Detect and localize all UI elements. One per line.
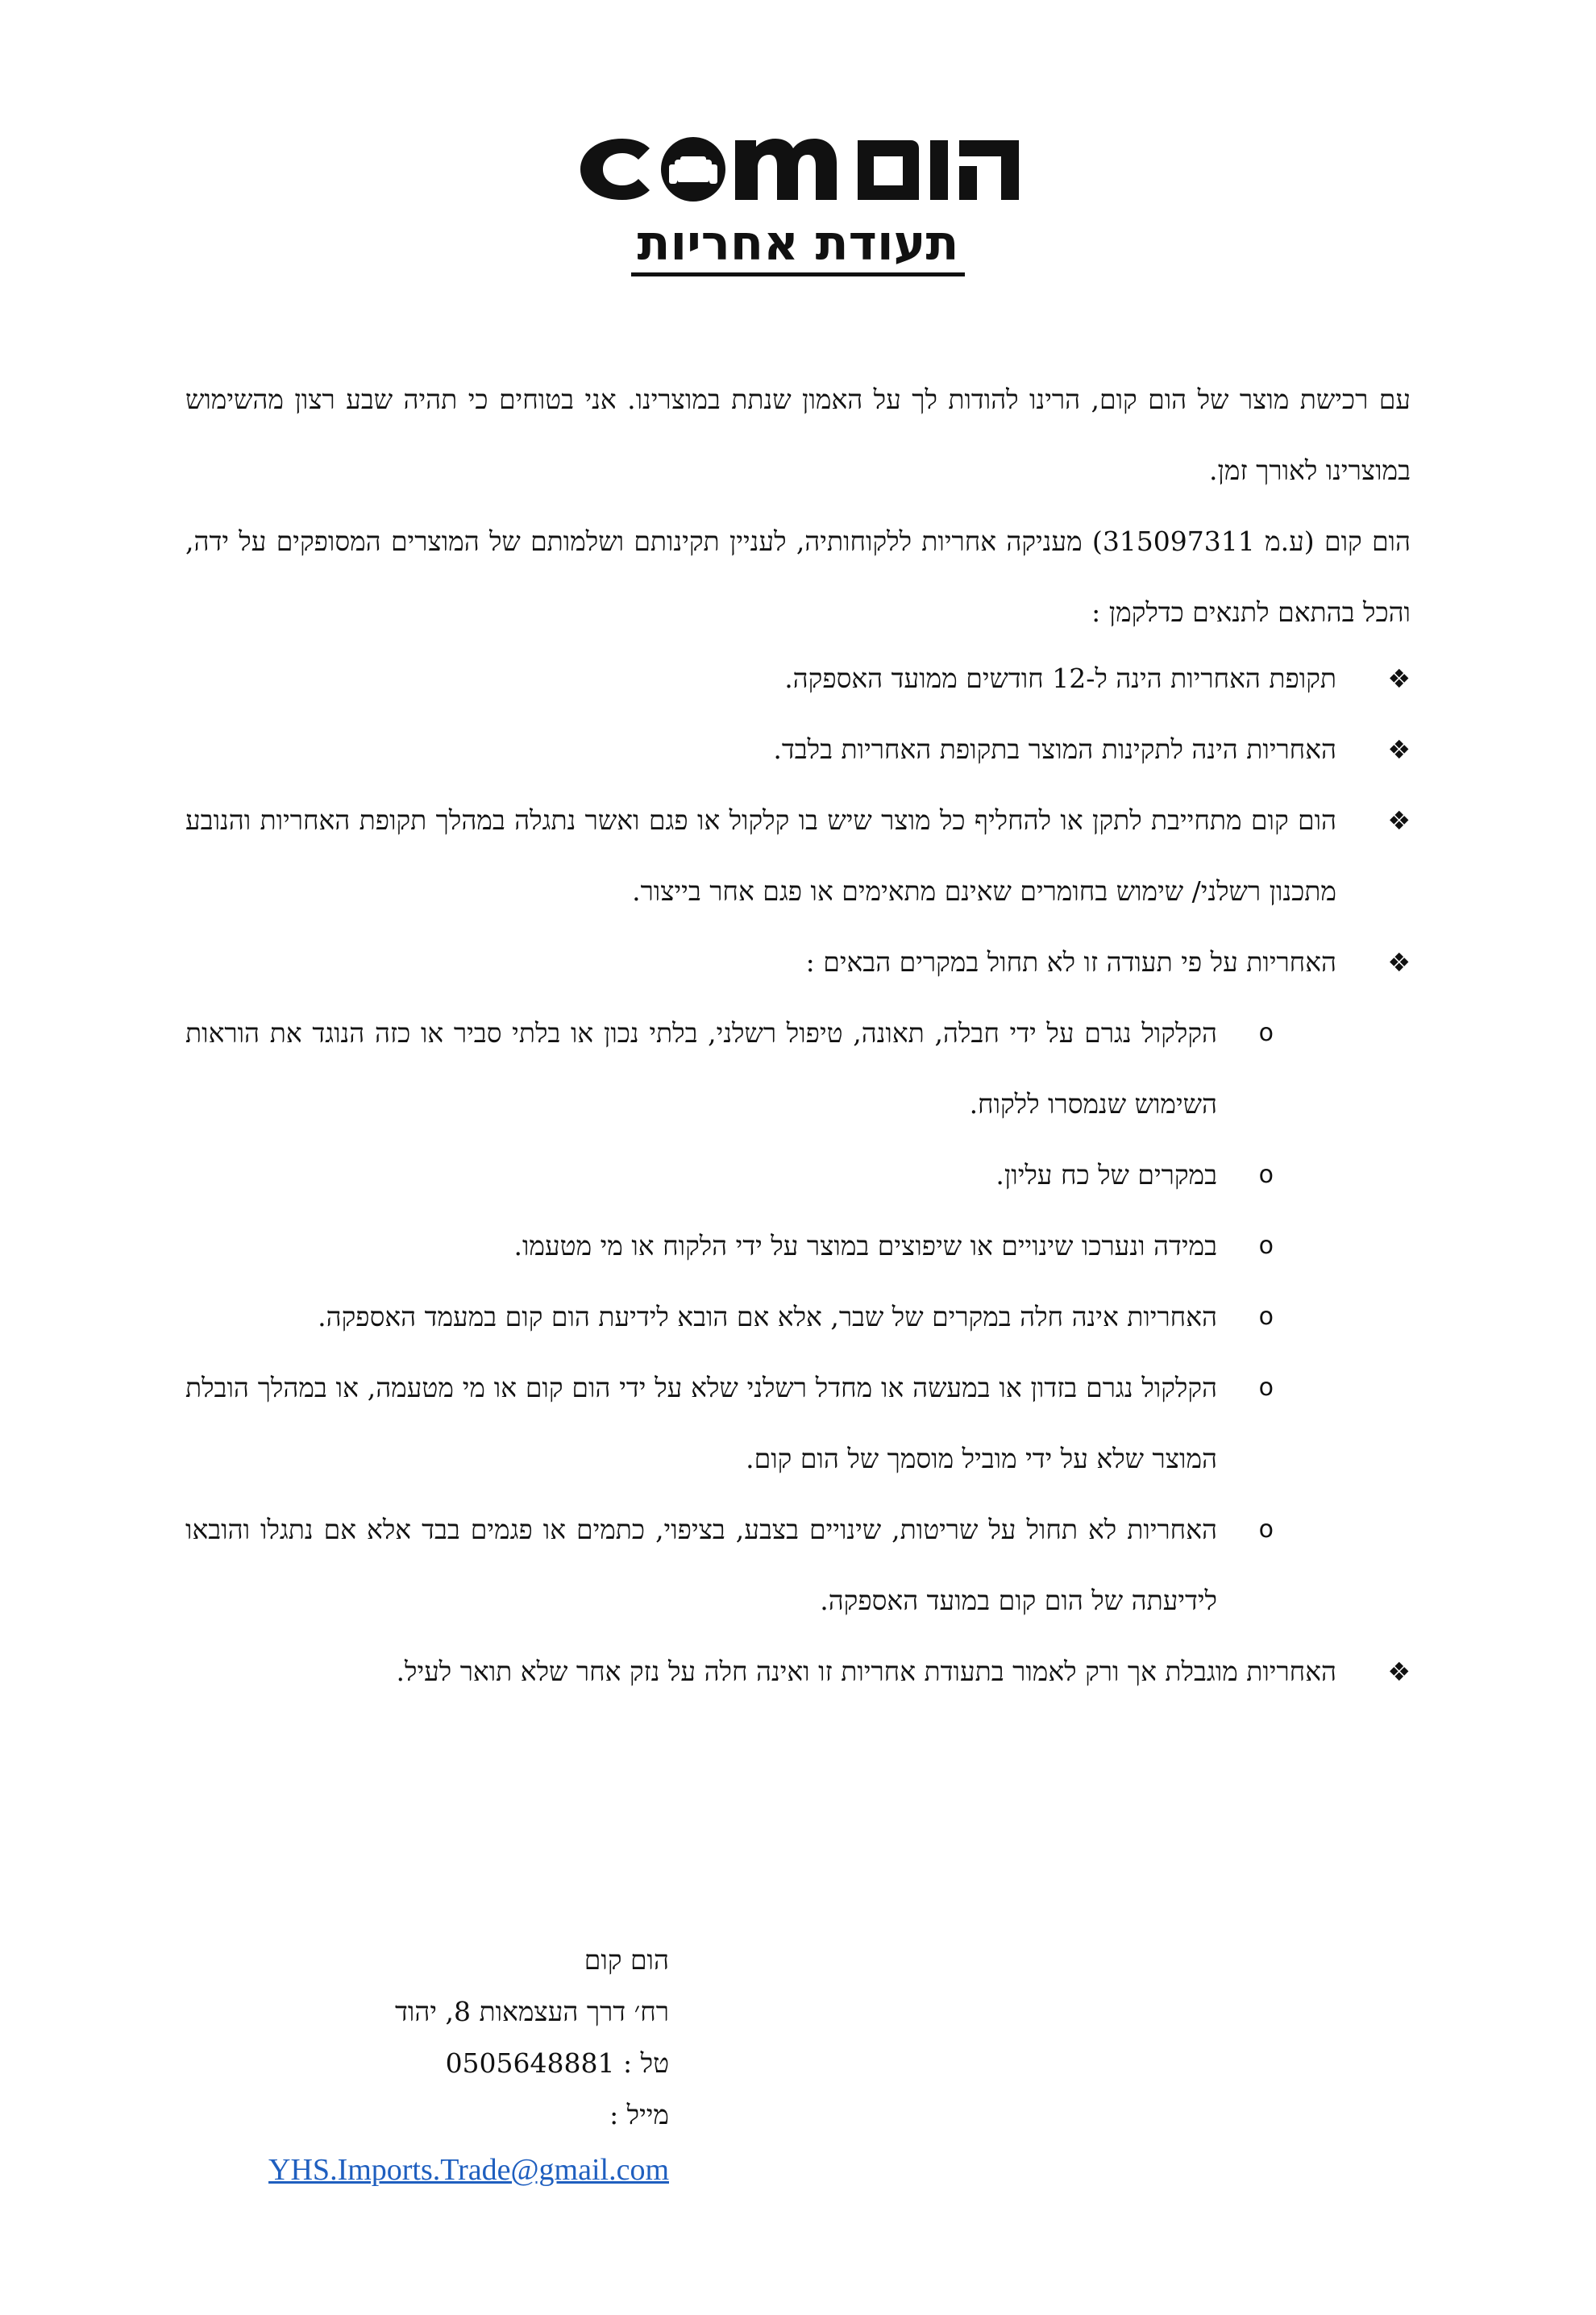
warranty-terms-list: [185, 643, 1411, 1707]
exclusion-breakage: האחריות אינה חלה במקרים של שבר, אלא אם הובא לידיעת הום קום במעמד האספקה.: [318, 1301, 1217, 1332]
company-name: הום קום: [584, 1944, 669, 1976]
term-repair-replace: הום קום מתחייבת לתקן או להחליף כל מוצר שיש בו קלקול או פגם ואשר נתגלה במהלך תקופת האחריות והנובע מתכנון רשלני/ שימוש בחומרים שאינם מתאימים או פגם אחר בייצור.: [185, 804, 1336, 907]
email-link[interactable]: YHS.Imports.Trade@gmail.com: [268, 2153, 669, 2187]
list-item: [185, 1211, 1411, 1282]
diamond-bullet-icon: ❖: [1387, 663, 1411, 694]
list-item: [185, 785, 1411, 927]
list-item: [185, 643, 1411, 714]
logo-graphic: [574, 121, 1025, 202]
intro-paragraph-1: עם רכישת מוצר של הום קום, הרינו להודות לך על האמון שנתת במוצרינו. אני בטוחים כי תהיה שבע רצון מהשימוש במוצרינו לאורך זמן.: [185, 384, 1411, 486]
diamond-bullet-icon: ❖: [1387, 947, 1411, 978]
circle-bullet-icon: o: [1258, 1515, 1274, 1544]
contact-block: [185, 1935, 669, 2196]
page-title-text: תעודת אחריות: [631, 214, 966, 276]
page-title: [0, 211, 1596, 276]
exclusion-malice-transport: הקלקול נגרם בזדון או במעשה או מחדל רשלני שלא על ידי הום קום או מי מטעמה, או במהלך הובלת המוצר שלא על ידי מוביל מוסמך של הום קום.: [185, 1372, 1217, 1474]
exclusion-damage-misuse: הקלקול נגרם על ידי חבלה, תאונה, טיפול רשלני, בלתי נכון או בלתי סביר או כזה הנוגד את הוראות השימוש שנמסרו ללקוח.: [185, 1017, 1217, 1120]
company-phone: טל : 0505648881: [445, 2047, 669, 2079]
company-address: רח׳ דרך העצמאות 8, יהוד: [395, 1996, 669, 2027]
diamond-bullet-icon: ❖: [1387, 805, 1411, 836]
list-item: [185, 998, 1411, 1140]
exclusion-force-majeure: במקרים של כח עליון.: [995, 1159, 1217, 1191]
circle-bullet-icon: o: [1258, 1374, 1274, 1402]
list-item: [185, 1353, 1411, 1494]
list-item: [185, 714, 1411, 785]
diamond-bullet-icon: ❖: [1387, 734, 1411, 765]
circle-bullet-icon: o: [1258, 1232, 1274, 1260]
list-item: [185, 1636, 1411, 1707]
list-item: [185, 1140, 1411, 1211]
intro-paragraph-2: הום קום (ע.מ 315097311) מעניקה אחריות ללקוחותיה, לעניין תקינותם ושלמותם של המוצרים המסופקים על ידה, והכל בהתאם לתנאים כדלקמן :: [185, 526, 1411, 628]
circle-bullet-icon: o: [1258, 1161, 1274, 1189]
term-warranty-period: תקופת האחריות הינה ל-12 חודשים ממועד האספקה.: [784, 663, 1336, 694]
term-exclusions-heading: האחריות על פי תעודה זו לא תחול במקרים הבאים :: [805, 946, 1336, 978]
term-warranty-scope: האחריות הינה לתקינות המוצר בתקופת האחריות בלבד.: [773, 734, 1336, 765]
company-logo: [574, 121, 1025, 202]
list-item: [185, 1282, 1411, 1353]
circle-bullet-icon: o: [1258, 1019, 1274, 1047]
diamond-bullet-icon: ❖: [1387, 1656, 1411, 1687]
exclusion-scratches: האחריות לא תחול על שריטות, שינויים בצבע, בציפוי, כתמים או פגמים בבד אלא אם נתגלו והובאו לידיעתה של הום קום במועד האספקה.: [185, 1514, 1217, 1616]
circle-bullet-icon: o: [1258, 1303, 1274, 1331]
list-item: [185, 1494, 1411, 1636]
mail-label: מייל :: [609, 2099, 669, 2130]
exclusion-modifications: במידה ונערכו שינויים או שיפוצים במוצר על ידי הלקוח או מי מטעמו.: [513, 1230, 1217, 1261]
list-item: [185, 927, 1411, 998]
term-limitation: האחריות מוגבלת אך ורק לאמור בתעודת אחריות זו ואינה חלה על נזק אחר שלא תואר לעיל.: [396, 1656, 1336, 1687]
